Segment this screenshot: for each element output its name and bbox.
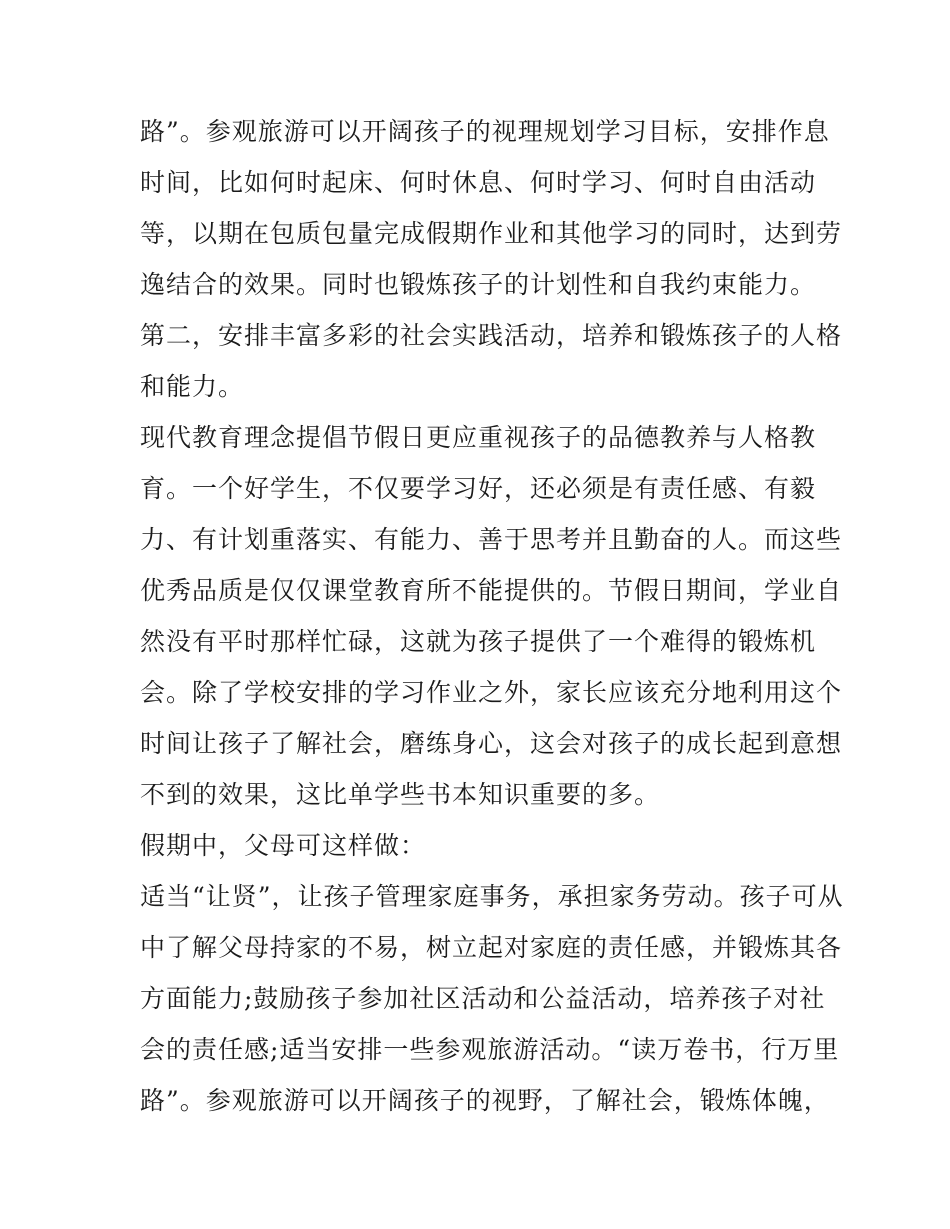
text-line: 会的责任感;适当安排一些参观旅游活动。“读万卷书，行万里 (140, 1035, 840, 1064)
text-line: 优秀品质是仅仅课堂教育所不能提供的。节假日期间，学业自 (140, 576, 843, 605)
text-line: 时间让孩子了解社会，磨练身心，这会对孩子的成长起到意想 (140, 729, 843, 758)
text-line: 不到的效果，这比单学些书本知识重要的多。 (140, 780, 661, 809)
text-line: 路”。参观旅游可以开阔孩子的视野，了解社会，锻炼体魄， (140, 1086, 830, 1115)
text-line: 逸结合的效果。同时也锻炼孩子的计划性和自我约束能力。 (140, 270, 817, 299)
text-line: 路”。参观旅游可以开阔孩子的视理规划学习目标，安排作息 (140, 117, 830, 146)
text-line: 中了解父母持家的不易，树立起对家庭的责任感，并锻炼其各 (140, 933, 843, 962)
text-line: 等，以期在包质包量完成假期作业和其他学习的同时，达到劳 (140, 219, 843, 248)
body-text (140, 106, 844, 1126)
text-line: 第二，安排丰富多彩的社会实践活动，培养和锻炼孩子的人格 (140, 321, 843, 350)
text-line: 和能力。 (140, 372, 245, 401)
text-line: 现代教育理念提倡节假日更应重视孩子的品德教养与人格教 (140, 423, 817, 452)
text-line: 时间，比如何时起床、何时休息、何时学习、何时自由活动 (140, 168, 817, 197)
text-line: 方面能力;鼓励孩子参加社区活动和公益活动，培养孩子对社 (140, 984, 826, 1013)
text-line: 然没有平时那样忙碌，这就为孩子提供了一个难得的锻炼机 (140, 627, 817, 656)
text-line: 会。除了学校安排的学习作业之外，家长应该充分地利用这个 (140, 678, 843, 707)
text-line: 假期中，父母可这样做： (140, 831, 427, 860)
text-line: 力、有计划重落实、有能力、善于思考并且勤奋的人。而这些 (140, 525, 843, 554)
text-line: 适当“让贤”，让孩子管理家庭事务，承担家务劳动。孩子可从 (140, 882, 844, 911)
text-line: 育。一个好学生，不仅要学习好，还必须是有责任感、有毅 (140, 474, 817, 503)
